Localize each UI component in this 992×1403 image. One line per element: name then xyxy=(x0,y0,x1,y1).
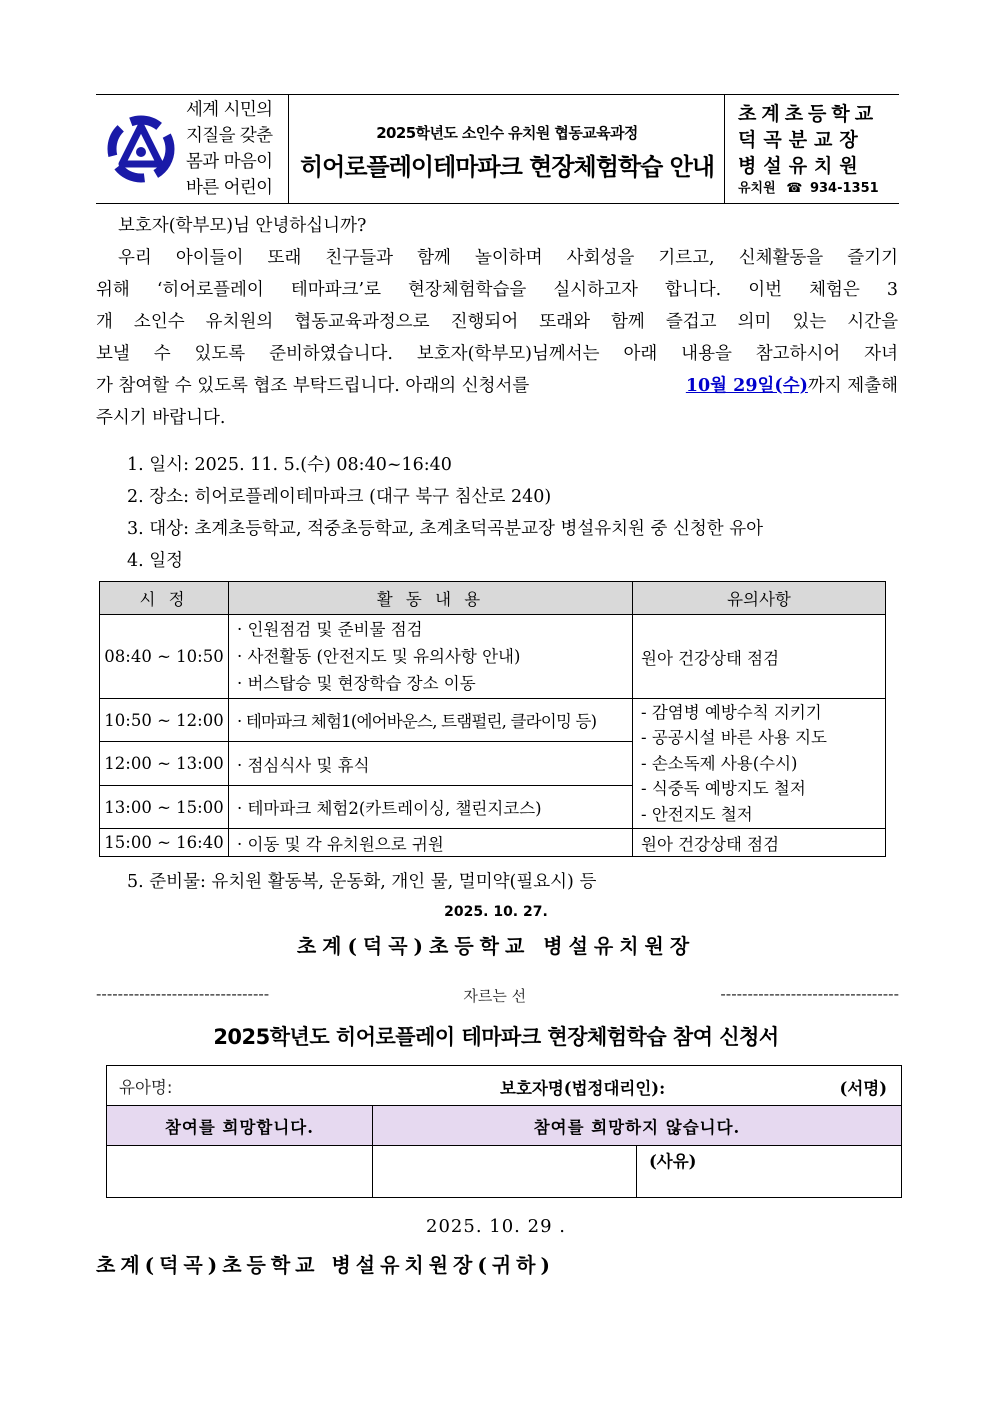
activity-cell: · 이동 및 각 유치원으로 귀원 xyxy=(229,829,633,857)
motto-line: 세계 시민의 xyxy=(186,100,273,120)
form-title: 2025학년도 히어로플레이 테마파크 현장체험학습 참여 신청서 xyxy=(213,1025,779,1049)
school-motto xyxy=(186,95,288,203)
note-cell: 원아 건강상태 점검 xyxy=(633,615,886,699)
phone-value: 934-1351 xyxy=(809,181,879,196)
motto-line: 지질을 갖춘 xyxy=(186,126,273,146)
letterhead xyxy=(96,94,899,204)
info-item-target: 3. 대상: 초계초등학교, 적중초등학교, 초계초덕곡분교장 병설유치원 중 신청한 유아 xyxy=(127,519,764,539)
principal-signature: 초계(덕곡)초등학교 병설유치원장 xyxy=(296,934,696,958)
schedule-table xyxy=(99,581,886,857)
telephone-icon: ☎ xyxy=(786,181,803,196)
participate-no-option[interactable]: 참여를 희망하지 않습니다. xyxy=(373,1106,902,1146)
note-line: - 감염병 예방수칙 지키기 xyxy=(641,702,822,722)
letter-line: 개 소인수 유치원의 협동교육과정으로 진행되어 또래와 함께 즐겁고 의미 있는 시간을 xyxy=(96,312,898,332)
info-item-date: 1. 일시: 2025. 11. 5.(수) 08:40~16:40 xyxy=(127,455,452,475)
table-header-row xyxy=(100,582,886,615)
child-name-label: 유아명: xyxy=(119,1077,173,1097)
form-answer-row xyxy=(107,1146,902,1198)
no-checkbox-cell[interactable] xyxy=(373,1146,637,1198)
guardian-name-label: 보호자명(법정대리인): xyxy=(500,1079,666,1098)
note-line: - 안전지도 철저 xyxy=(641,804,753,824)
cut-line xyxy=(96,985,899,1006)
submit-date: 2025. 10. 29 . xyxy=(426,1216,566,1237)
signature-label: (서명) xyxy=(839,1079,888,1098)
cut-line-label: 자르는 선 xyxy=(463,987,527,1005)
deadline-date: 10월 29일(수) xyxy=(685,376,808,396)
letter-text: 까지 제출해 xyxy=(807,376,898,396)
activity-cell: · 점심식사 및 휴식 xyxy=(229,742,633,786)
note-line: - 손소독제 사용(수시) xyxy=(641,753,798,773)
yes-checkbox-cell[interactable] xyxy=(107,1146,373,1198)
document-title: 히어로플레이테마파크 현장체험학습 안내 xyxy=(299,153,715,181)
column-header: 활 동 내 용 xyxy=(229,582,633,615)
form-option-row xyxy=(107,1106,902,1146)
time-cell: 15:00 ~ 16:40 xyxy=(100,829,229,857)
table-row xyxy=(100,699,886,742)
motto-line: 바른 어린이 xyxy=(186,178,273,198)
info-item-schedule: 4. 일정 xyxy=(127,551,184,571)
document-subtitle: 2025학년도 소인수 유치원 협동교육과정 xyxy=(376,124,638,142)
letter-text: 가 참여할 수 있도록 협조 부탁드립니다. 아래의 신청서를 xyxy=(96,376,530,396)
time-cell: 10:50 ~ 12:00 xyxy=(100,699,229,742)
letter-line: 주시기 바랍니다. xyxy=(96,408,226,428)
letter-line: 우리 아이들이 또래 친구들과 함께 놀이하며 사회성을 기르고, 신체활동을 즐기기 xyxy=(118,248,898,268)
form-name-row xyxy=(107,1066,902,1106)
school-name-line: 초계초등학교 xyxy=(738,103,879,125)
time-cell: 13:00 ~ 15:00 xyxy=(100,786,229,829)
time-cell: 12:00 ~ 13:00 xyxy=(100,742,229,786)
info-item-place: 2. 장소: 히어로플레이테마파크 (대구 북구 침산로 240) xyxy=(127,487,552,507)
note-cell: 원아 건강상태 점검 xyxy=(633,829,886,857)
activity-line: · 버스탑승 및 현장학습 장소 이동 xyxy=(237,674,476,693)
note-line: - 식중독 예방지도 철저 xyxy=(641,779,806,799)
activity-cell: · 테마파크 체험1(에어바운스, 트램펄린, 클라이밍 등) xyxy=(229,699,633,742)
note-line: - 공공시설 바른 사용 지도 xyxy=(641,728,827,748)
cut-line-dashes: --------------------------------- xyxy=(720,985,899,1003)
cut-line-dashes: -------------------------------- xyxy=(96,985,270,1003)
phone-label: 유치원 xyxy=(738,181,776,196)
letter-line: 보낼 수 있도록 준비하였습니다. 보호자(학부모)님께서는 아래 내용을 참고하시어 자녀 xyxy=(96,344,898,364)
table-row xyxy=(100,829,886,857)
application-form-table xyxy=(106,1065,902,1198)
addressee: 초계(덕곡)초등학교 병설유치원장(귀하) xyxy=(96,1253,555,1277)
greeting: 보호자(학부모)님 안녕하십니까? xyxy=(118,216,367,236)
activity-line: · 사전활동 (안전지도 및 유의사항 안내) xyxy=(237,647,521,666)
participate-yes-option[interactable]: 참여를 희망합니다. xyxy=(107,1106,373,1146)
activity-cell: · 테마파크 체험2(카트레이싱, 챌린지코스) xyxy=(229,786,633,829)
table-row xyxy=(100,615,886,699)
school-name-line: 병설유치원 xyxy=(738,155,865,177)
reason-cell[interactable] xyxy=(637,1146,902,1198)
time-cell: 08:40 ~ 10:50 xyxy=(100,615,229,699)
letter-line xyxy=(96,370,898,402)
name-cell xyxy=(107,1066,902,1106)
letter-line: 위해 ‘히어로플레이 테마파크’로 현장체험학습을 실시하고자 합니다. 이번 체험은 3 xyxy=(96,280,898,300)
issue-date: 2025. 10. 27. xyxy=(444,904,548,920)
column-header: 시 정 xyxy=(100,582,229,615)
reason-label: (사유) xyxy=(649,1152,697,1171)
info-item-supplies: 5. 준비물: 유치원 활동복, 운동화, 개인 물, 멀미약(필요시) 등 xyxy=(127,872,597,892)
column-header: 유의사항 xyxy=(633,582,886,615)
activity-line: · 인원점검 및 준비물 점검 xyxy=(237,620,423,639)
activity-cell xyxy=(229,615,633,699)
phone-number xyxy=(738,177,879,196)
note-cell xyxy=(633,699,886,829)
school-emblem-icon xyxy=(104,112,178,186)
school-name-line: 덕곡분교장 xyxy=(738,129,865,151)
motto-line: 몸과 마음이 xyxy=(186,152,273,172)
